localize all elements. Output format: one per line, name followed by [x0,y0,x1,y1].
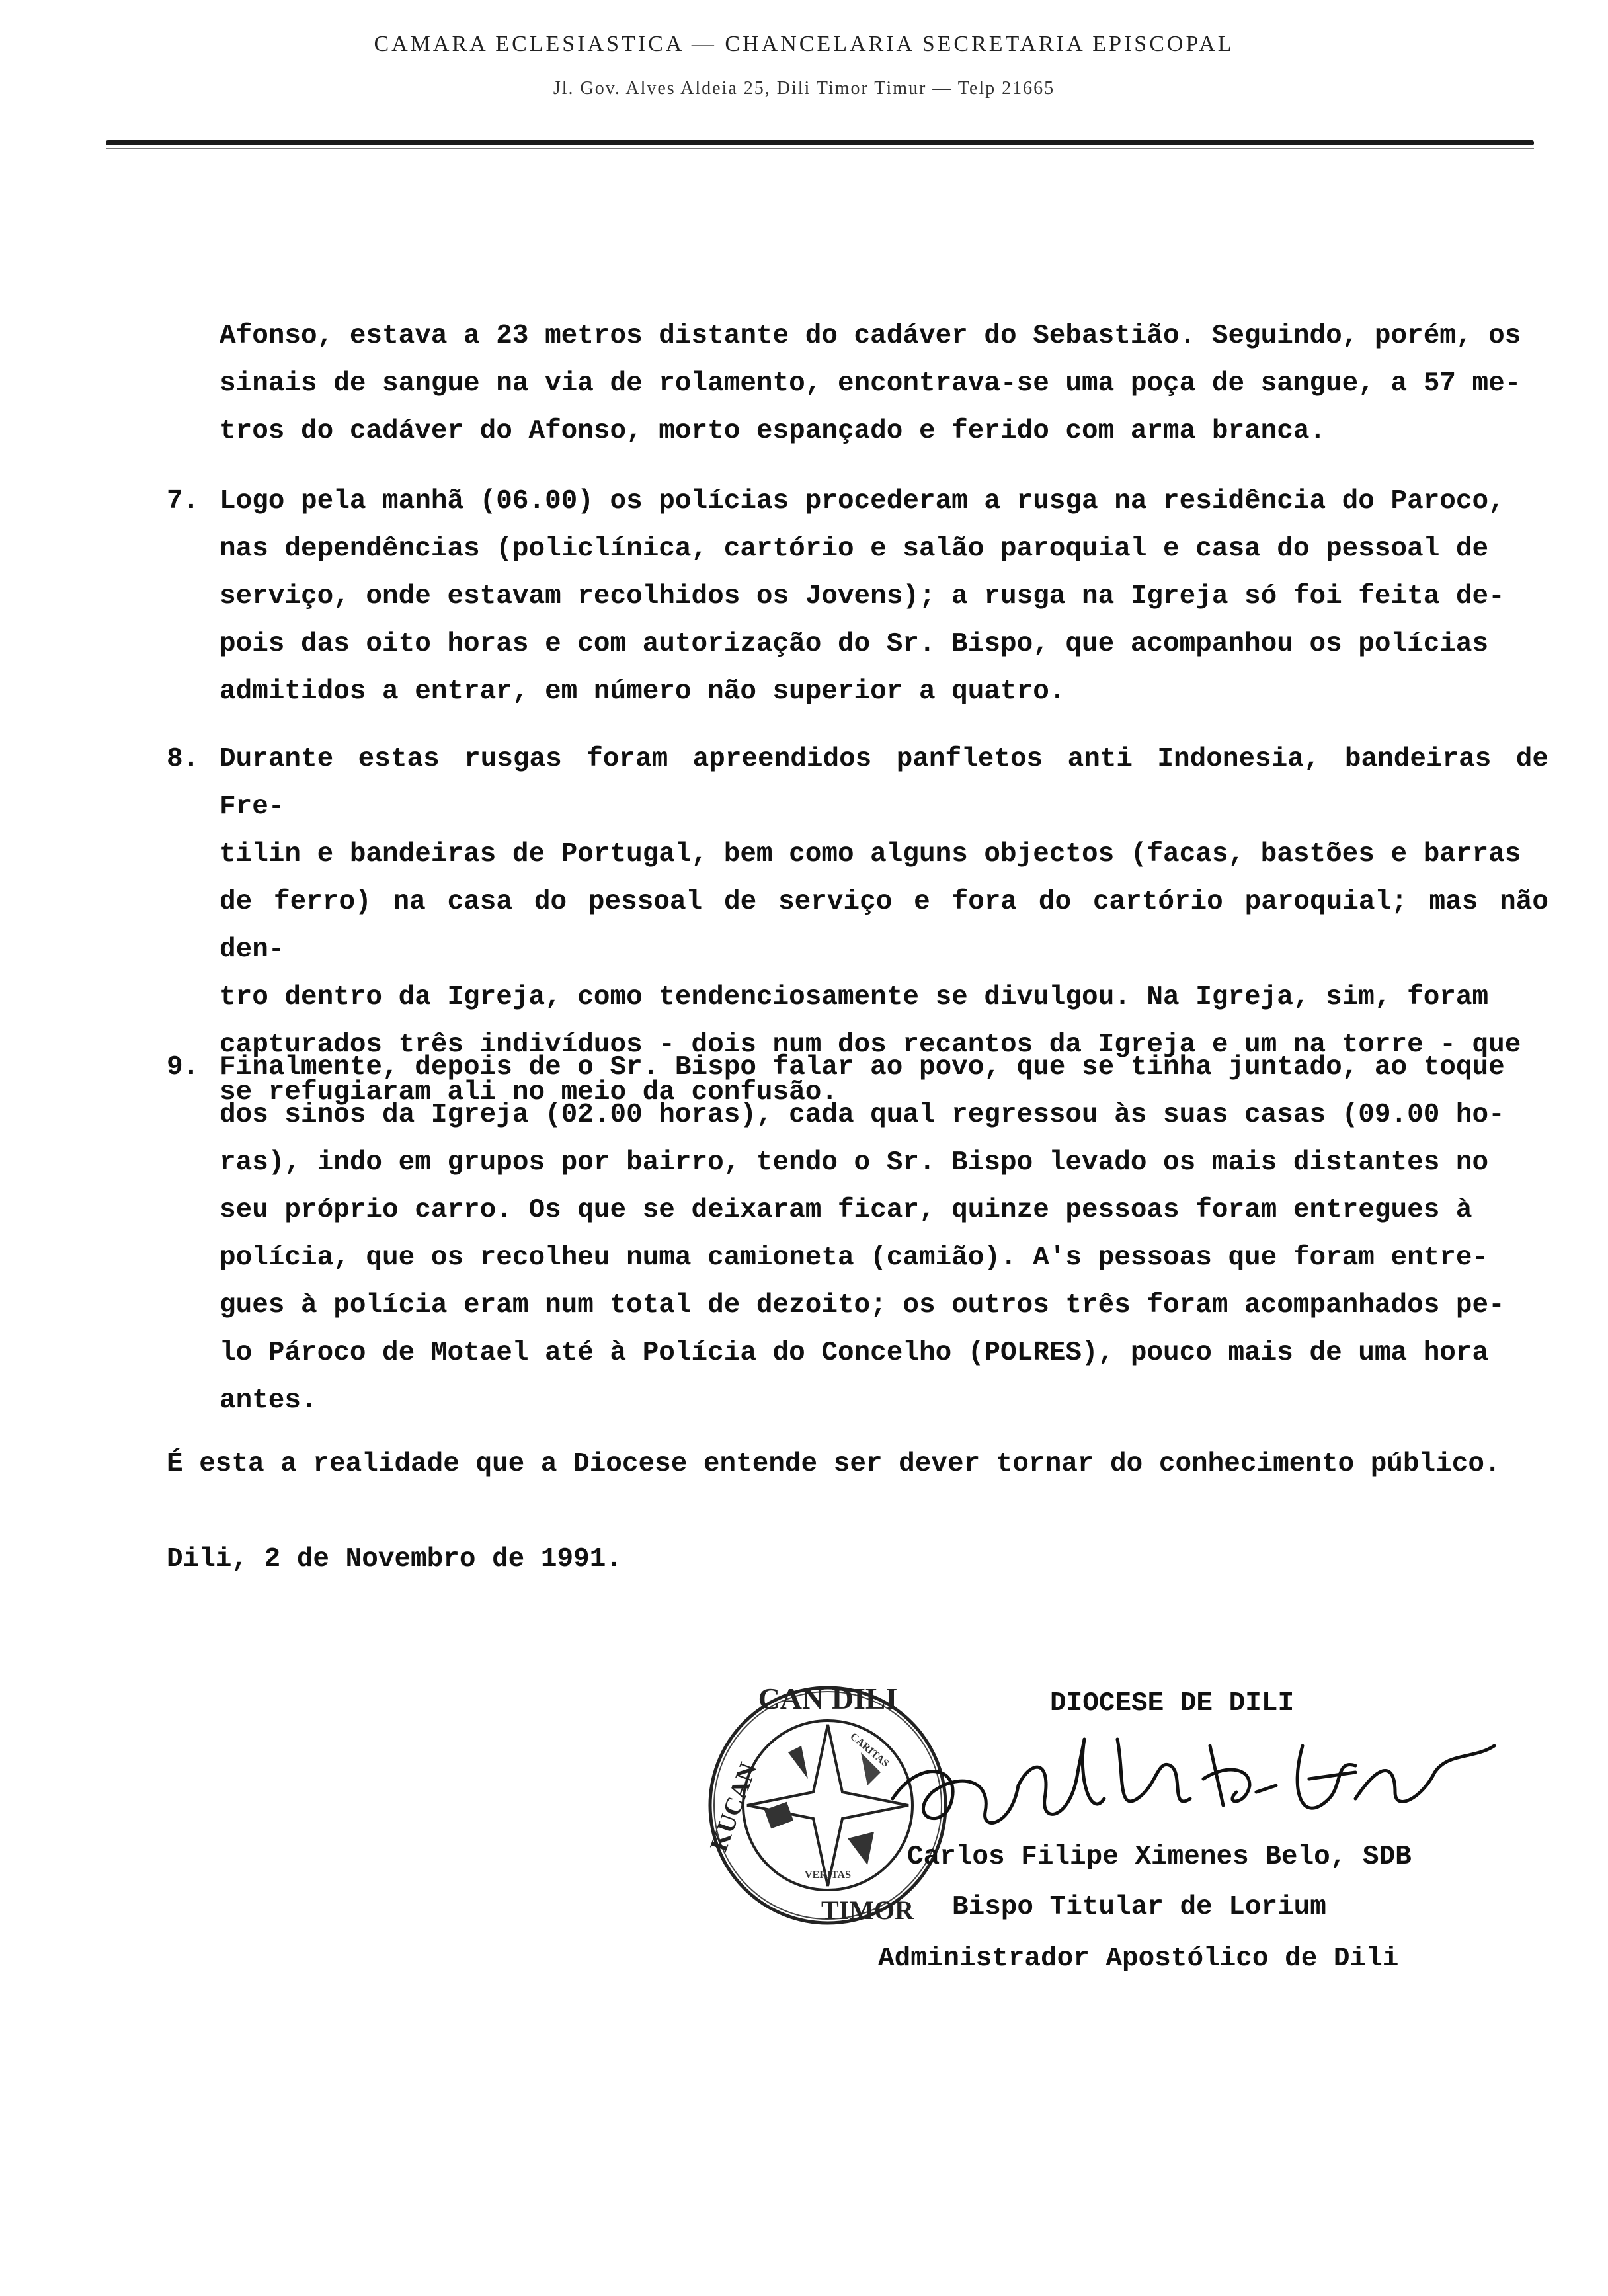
item-paragraph-7 [220,477,1541,716]
text-line: nas dependências (policlínica, cartório e salão paroquial e casa do pessoal de [220,534,1489,564]
text-line: antes. [220,1385,317,1416]
text-line: tro dentro da Igreja, como tendenciosamente se divulgou. Na Igreja, sim, foram [220,982,1489,1012]
text-line: dos sinos da Igreja (02.00 horas), cada qual regressou às suas casas (09.00 ho- [220,1100,1505,1130]
seal-ring-text-top: CAN DILI [758,1682,898,1715]
text-line: ras), indo em grupos por bairro, tendo o Sr. Bispo levado os mais distantes no [220,1147,1489,1178]
item-number: 9. [167,1052,200,1083]
text-line: sinais de sangue na via de rolamento, encontrava-se uma poça de sangue, a 57 me- [220,368,1521,399]
signatory-title: Bispo Titular de Lorium [952,1892,1326,1922]
seal-ring-text-left: KUCAN [704,1759,763,1856]
signatory-title: Administrador Apostólico de Dili [878,1944,1399,1974]
text-line: Logo pela manhã (06.00) os polícias procederam a rusga na residência do Paroco, [220,486,1505,516]
text-line: gues à polícia eram num total de dezoito; os outros três foram acompanhados pe- [220,1290,1505,1321]
signatory-name: Carlos Filipe Ximenes Belo, SDB [907,1842,1412,1872]
text-line: tros do cadáver do Afonso, morto espançado e ferido com arma branca. [220,416,1326,446]
seal-inner-word: CARITAS [848,1731,891,1770]
continuation-paragraph [220,312,1541,455]
text-line: lo Pároco de Motael até à Polícia do Concelho (POLRES), pouco mais de uma hora [220,1338,1489,1368]
item-number: 7. [167,486,200,516]
date-line: Dili, 2 de Novembro de 1991. [167,1544,622,1575]
text-line: seu próprio carro. Os que se deixaram ficar, quinze pessoas foram entregues à [220,1195,1472,1225]
seal-ring-text-bottom: TIMOR [821,1895,914,1925]
text-line: se refugiaram ali no meio da confusão. [220,1077,838,1108]
seal-inner-word: VERITAS [805,1869,851,1881]
letterhead-title: CAMARA ECLESIASTICA — CHANCELARIA SECRETARIA EPISCOPAL [374,32,1234,56]
text-line: polícia, que os recolheu numa camioneta (camião). A's pessoas que foram entre- [220,1243,1489,1273]
signature-organization: DIOCESE DE DILI [1050,1688,1295,1719]
text-line: Durante estas rusgas foram apreendidos panfletos anti Indonesia, bandeiras de Fre- [220,744,1548,822]
letterhead-address: Jl. Gov. Alves Aldeia 25, Dili Timor Timur — Telp 21665 [553,78,1055,99]
text-line: serviço, onde estavam recolhidos os Jovens); a rusga na Igreja só foi feita de- [220,581,1505,612]
text-line: admitidos a entrar, em número não superior a quatro. [220,676,1066,707]
closing-statement: É esta a realidade que a Diocese entende ser dever tornar do conhecimento público. [167,1449,1501,1479]
text-line: tilin e bandeiras de Portugal, bem como alguns objectos (facas, bastões e barras [220,839,1521,870]
text-line: Finalmente, depois de o Sr. Bispo falar ao povo, que se tinha juntado, ao toque [220,1052,1505,1083]
item-number: 8. [167,744,200,774]
text-line: de ferro) na casa do pessoal de serviço e fora do cartório paroquial; mas não den- [220,887,1548,965]
text-line: capturados três indivíduos - dois num dos recantos da Igreja e um na torre - que [220,1030,1521,1060]
text-line: pois das oito horas e com autorização do Sr. Bispo, que acompanhou os polícias [220,629,1489,659]
item-paragraph-9 [220,1044,1541,1424]
text-line: Afonso, estava a 23 metros distante do cadáver do Sebastião. Seguindo, porém, os [220,321,1521,351]
